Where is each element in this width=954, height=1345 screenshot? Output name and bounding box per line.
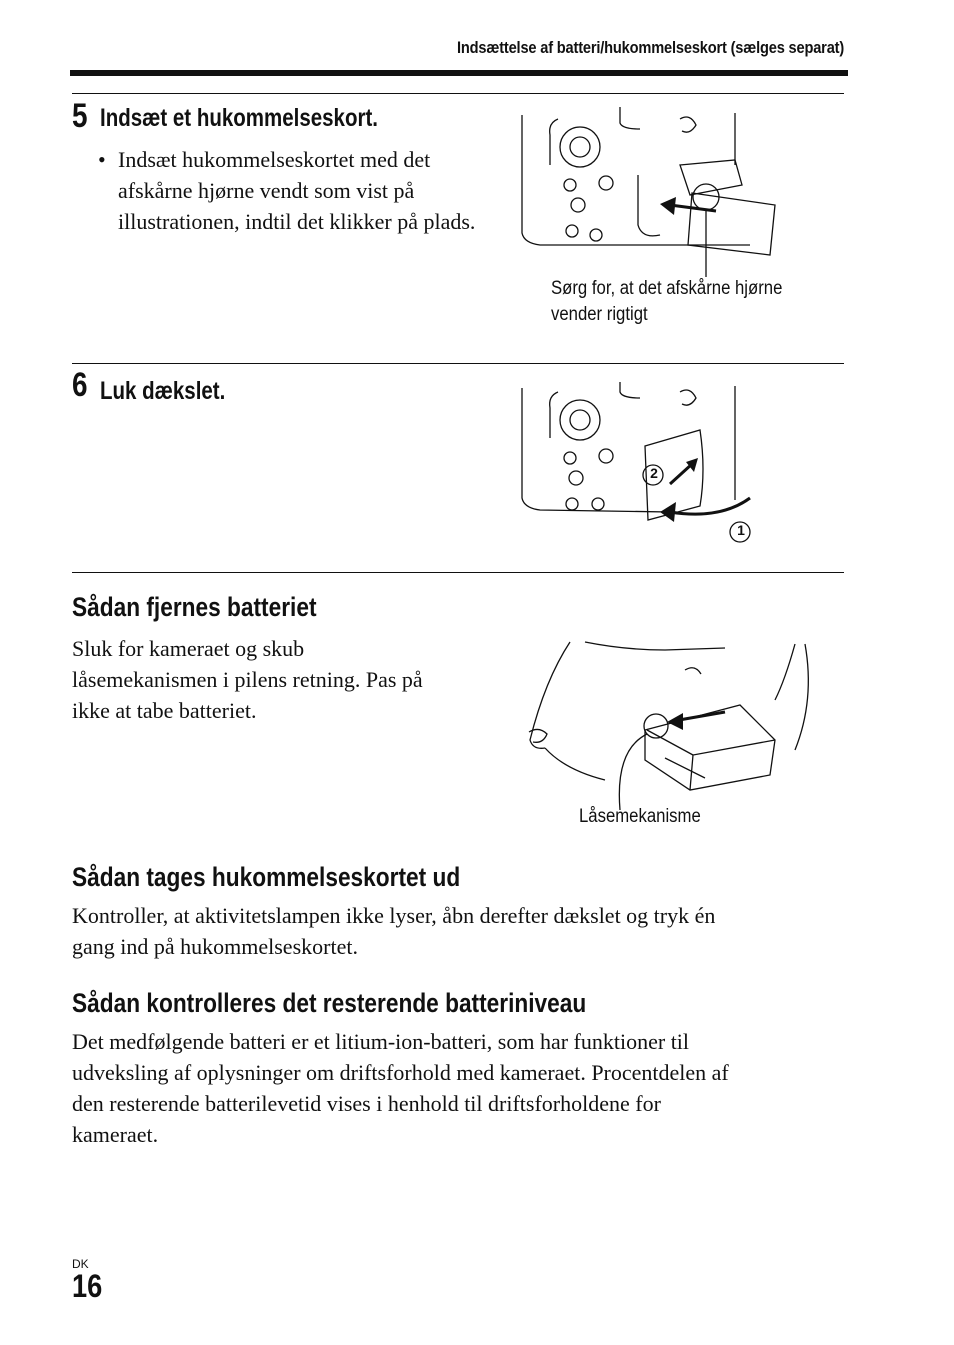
- step-6-title: Luk dækslet.: [100, 377, 226, 405]
- section-heading-remove-card: Sådan tages hukommelseskortet ud: [72, 862, 461, 892]
- divider-line: [72, 572, 844, 573]
- body-line: Kontroller, at aktivitetslampen ikke lyser, åbn derefter dækslet og tryk én: [72, 903, 716, 928]
- running-header-title: Indsættelse af batteri/hukommelseskort (sælges separat): [456, 38, 844, 57]
- remove-battery-illustration: [525, 640, 815, 810]
- body-line: ikke at tabe batteriet.: [72, 698, 257, 723]
- caption-line: vender rigtigt: [551, 304, 648, 325]
- marker-1: 1: [737, 522, 745, 538]
- body-line: udveksling af oplysninger om driftsforhold med kameraet. Procentdelen af: [72, 1060, 729, 1085]
- step-5-title: Indsæt et hukommelseskort.: [100, 104, 378, 132]
- divider-line: [72, 93, 844, 94]
- body-line: Sluk for kameraet og skub: [72, 636, 305, 661]
- section-heading-battery-level: Sådan kontrolleres det resterende batteriniveau: [72, 988, 587, 1018]
- figure-caption: [551, 276, 782, 328]
- insert-memory-card-illustration: [520, 105, 780, 285]
- body-line: gang ind på hukommelseskortet.: [72, 934, 358, 959]
- section-body-battery-level: [72, 1026, 852, 1150]
- divider-line: [72, 363, 844, 364]
- list-item: • Indsæt hukommelseskortet med det afskårne hjørne vendt som vist på illustrationen, indtil det klikker på plads.: [98, 144, 478, 237]
- header-rule: [70, 70, 848, 76]
- page-number: 16: [72, 1268, 103, 1304]
- caption-line: Sørg for, at det afskårne hjørne: [551, 278, 783, 299]
- marker-2: 2: [650, 465, 658, 481]
- step-5-number: 5: [72, 97, 88, 135]
- figure-caption: Låsemekanisme: [579, 806, 701, 827]
- body-line: Det medfølgende batteri er et litium-ion-batteri, som har funktioner til: [72, 1029, 690, 1054]
- step-5-bullet-list: [98, 144, 478, 237]
- close-cover-illustration: [520, 380, 760, 550]
- section-body-remove-card: [72, 900, 852, 962]
- body-line: kameraet.: [72, 1122, 159, 1147]
- step-6-number: 6: [72, 366, 88, 404]
- body-line: den resterende batterilevetid vises i henhold til driftsforholdene for: [72, 1091, 661, 1116]
- language-code: DK: [72, 1257, 89, 1271]
- body-line: låsemekanismen i pilens retning. Pas på: [72, 667, 423, 692]
- section-body-remove-battery: [72, 633, 492, 726]
- section-heading-remove-battery: Sådan fjernes batteriet: [72, 592, 317, 622]
